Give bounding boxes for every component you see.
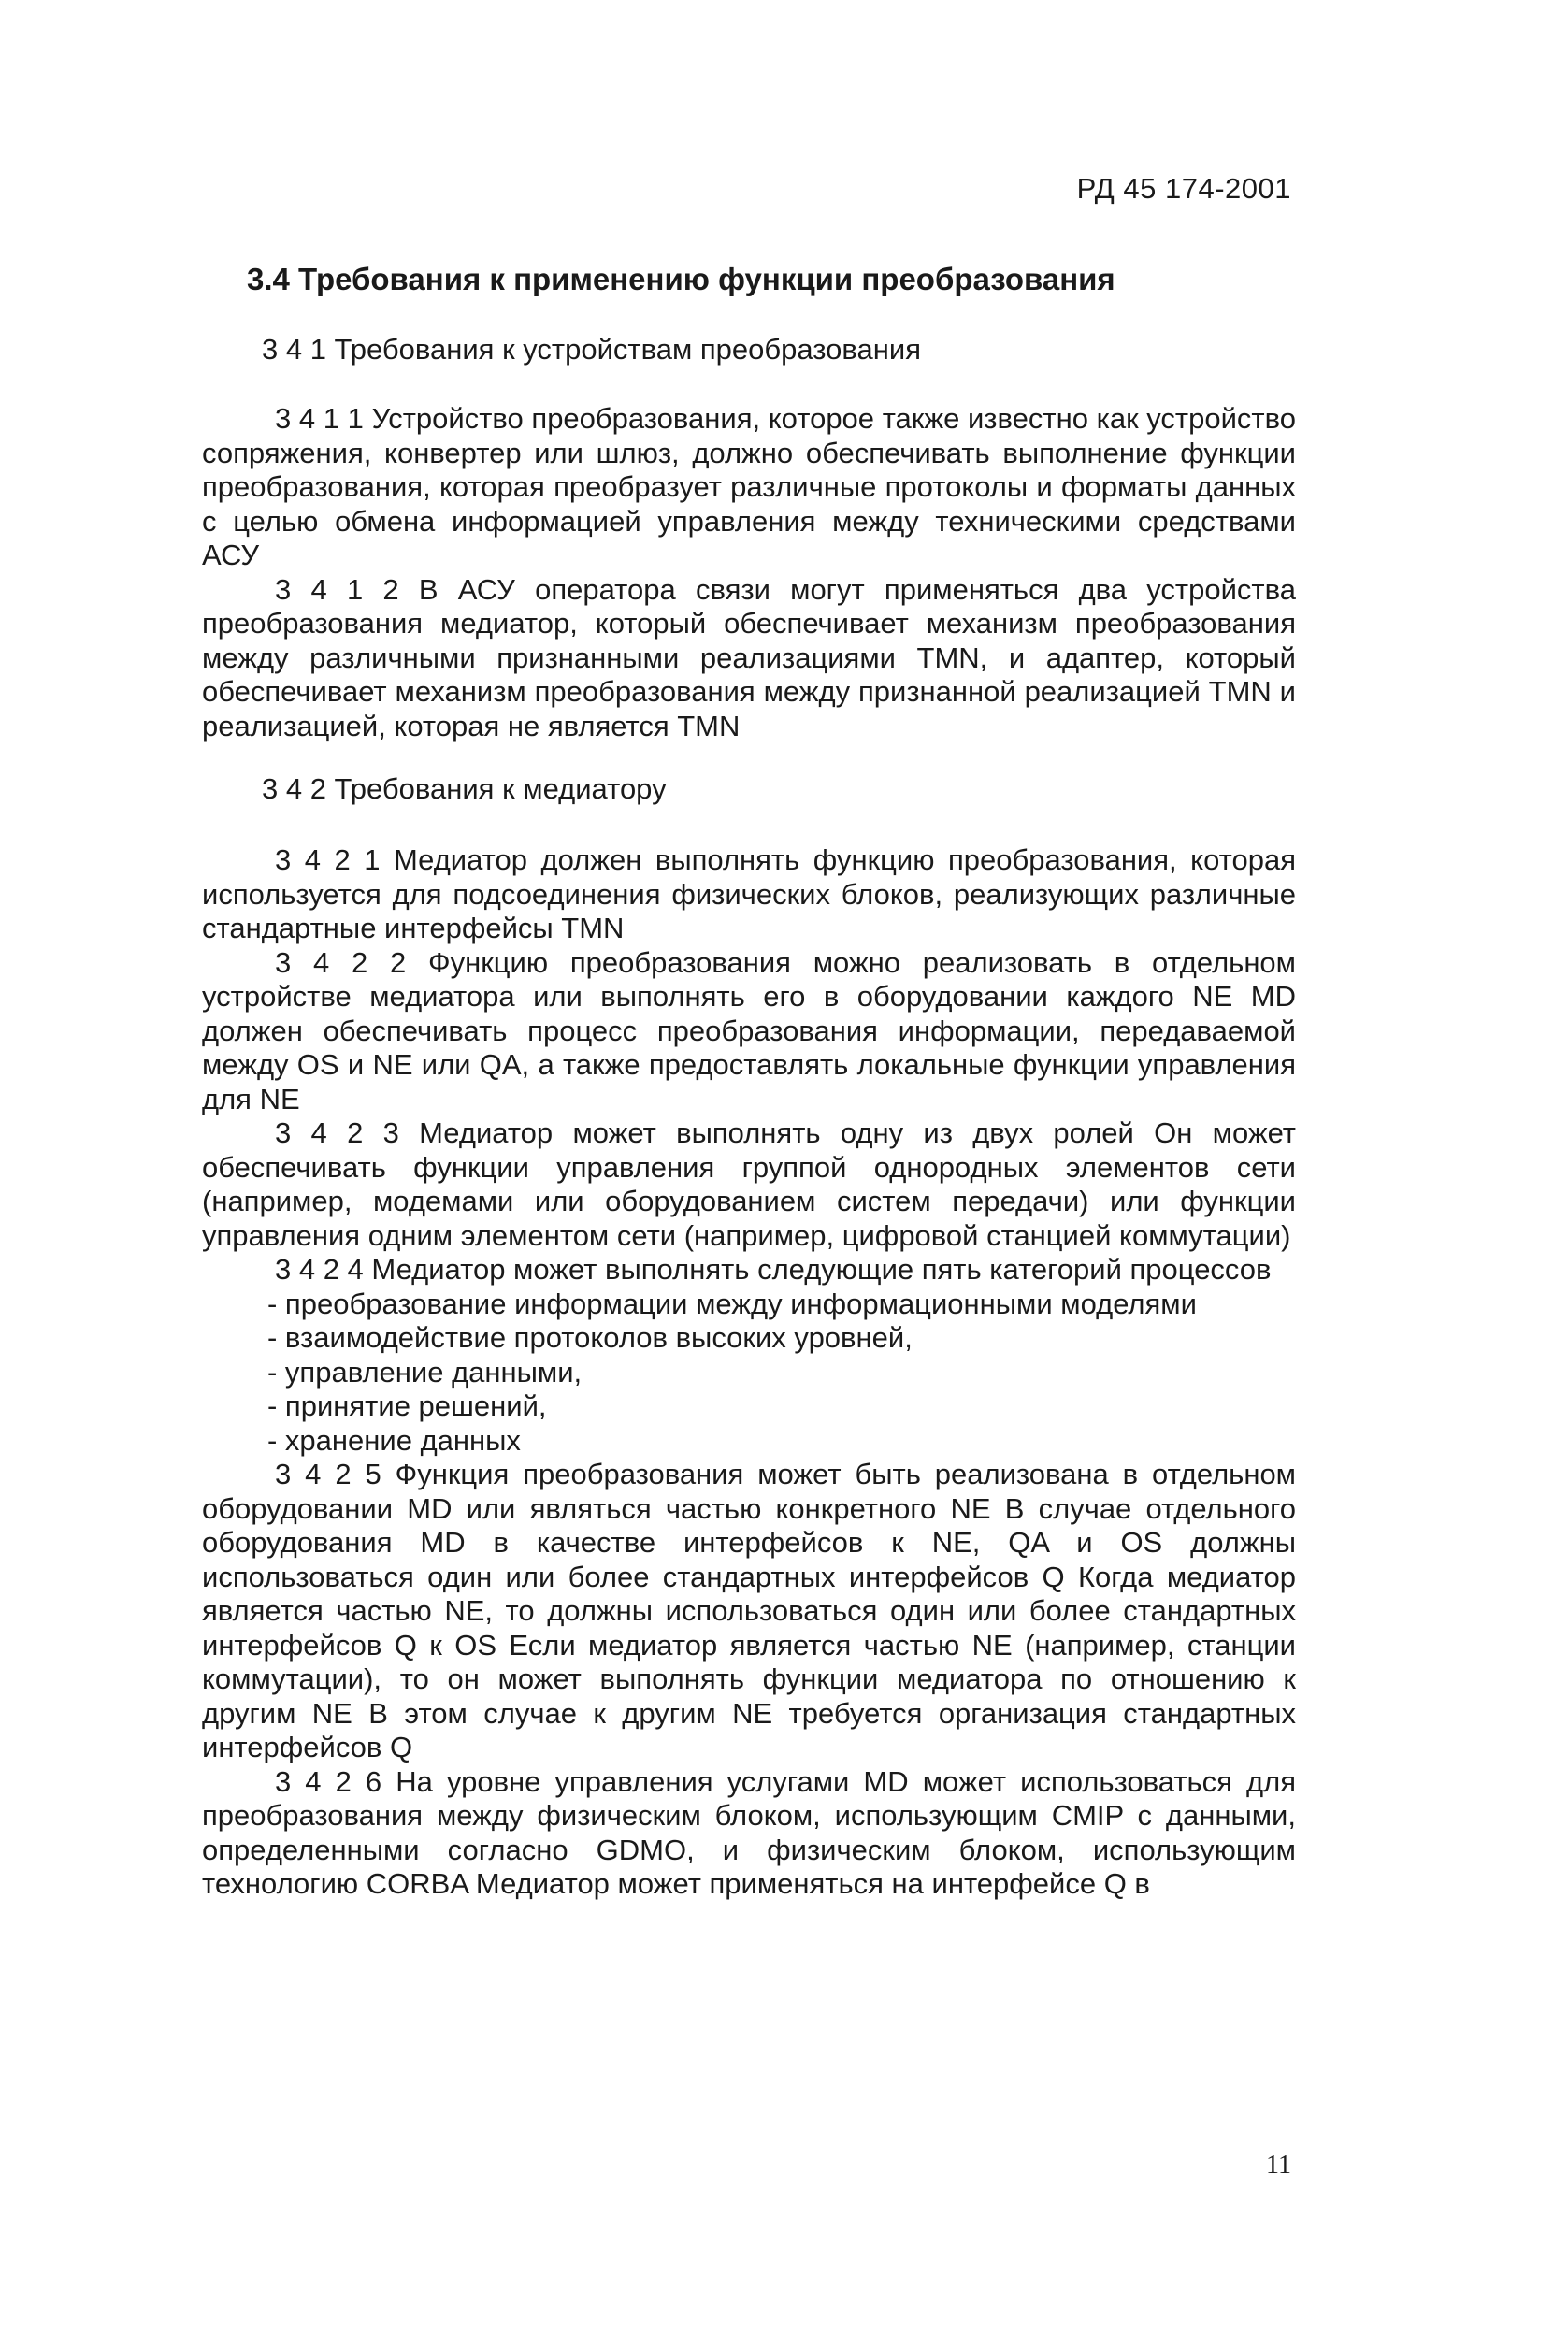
- process-category-list: [202, 1288, 1296, 1459]
- subsection-body-3-4-1: [202, 402, 1296, 743]
- paragraph-3-4-2-3: 3 4 2 3 Медиатор может выполнять одну из двух ролей Он может обеспечивать функции управления группой однородных элементов сети (например, модемами или оборудованием систем передачи) или функции управления одним элементом сети (например, цифровой станцией коммутации): [202, 1116, 1296, 1252]
- list-item: - управление данными,: [267, 1355, 583, 1389]
- paragraph-3-4-2-6: 3 4 2 6 На уровне управления услугами MD может использоваться для преобразования между физическим блоком, использующим CMIP с данными, определенными согласно GDMO, и физическим блоком, использующим технологию CORBA Медиатор может применяться на интерфейсе Q в: [202, 1764, 1296, 1900]
- paragraph-3-4-1-1: 3 4 1 1 Устройство преобразования, которое также известно как устройство сопряжения, конвертер или шлюз, должно обеспечивать выполнение функции преобразования, которая преобразует различные протоколы и форматы данных с целью обмена информацией управления между техническими средствами АСУ: [202, 402, 1296, 571]
- paragraph-3-4-2-4: 3 4 2 4 Медиатор может выполнять следующие пять категорий процессов: [275, 1253, 1272, 1286]
- list-item: - хранение данных: [267, 1423, 521, 1457]
- subsection-body-3-4-2: [202, 843, 1296, 1902]
- list-item: - преобразование информации между информационными моделями: [267, 1287, 1197, 1320]
- list-item: - принятие решений,: [267, 1389, 547, 1422]
- paragraph-3-4-2-5: 3 4 2 5 Функция преобразования может быть реализована в отдельном оборудовании MD или являться частью конкретного NE В случае отдельного оборудования MD в качестве интерфейсов к NE, QA и OS должны использоваться один или более стандартных интерфейсов Q Когда медиатор является частью NE, то должны использоваться один или более стандартных интерфейсов Q к OS Если медиатор является частью NE (например, станции коммутации), то он может выполнять функции медиатора по отношению к другим NE В этом случае к другим NE требуется организация стандартных интерфейсов Q: [202, 1458, 1296, 1763]
- paragraph-3-4-1-2: 3 4 1 2 В АСУ оператора связи могут применяться два устройства преобразования медиатор, который обеспечивает механизм преобразования между различными признанными реализациями TMN, и адаптер, который обеспечивает механизм преобразования между признанной реализацией TMN и реализацией, которая не является TMN: [202, 572, 1296, 742]
- paragraph-3-4-2-2: 3 4 2 2 Функцию преобразования можно реализовать в отдельном устройстве медиатора или выполнять его в оборудовании каждого NE MD должен обеспечивать процесс преобразования информации, передаваемой между OS и NE или QA, а также предоставлять локальные функции управления для NE: [202, 945, 1296, 1115]
- document-code: РД 45 174-2001: [1076, 172, 1291, 205]
- list-item: - взаимодействие протоколов высоких уровней,: [267, 1321, 913, 1354]
- subsection-heading-3-4-1: 3 4 1 Требования к устройствам преобразования: [262, 333, 921, 366]
- page-number: 11: [1266, 2151, 1291, 2180]
- section-heading: 3.4 Требования к применению функции преобразования: [247, 262, 1115, 296]
- subsection-heading-3-4-2: 3 4 2 Требования к медиатору: [262, 772, 667, 805]
- paragraph-3-4-2-1: 3 4 2 1 Медиатор должен выполнять функцию преобразования, которая используется для подсоединения физических блоков, реализующих различные стандартные интерфейсы TMN: [202, 843, 1296, 944]
